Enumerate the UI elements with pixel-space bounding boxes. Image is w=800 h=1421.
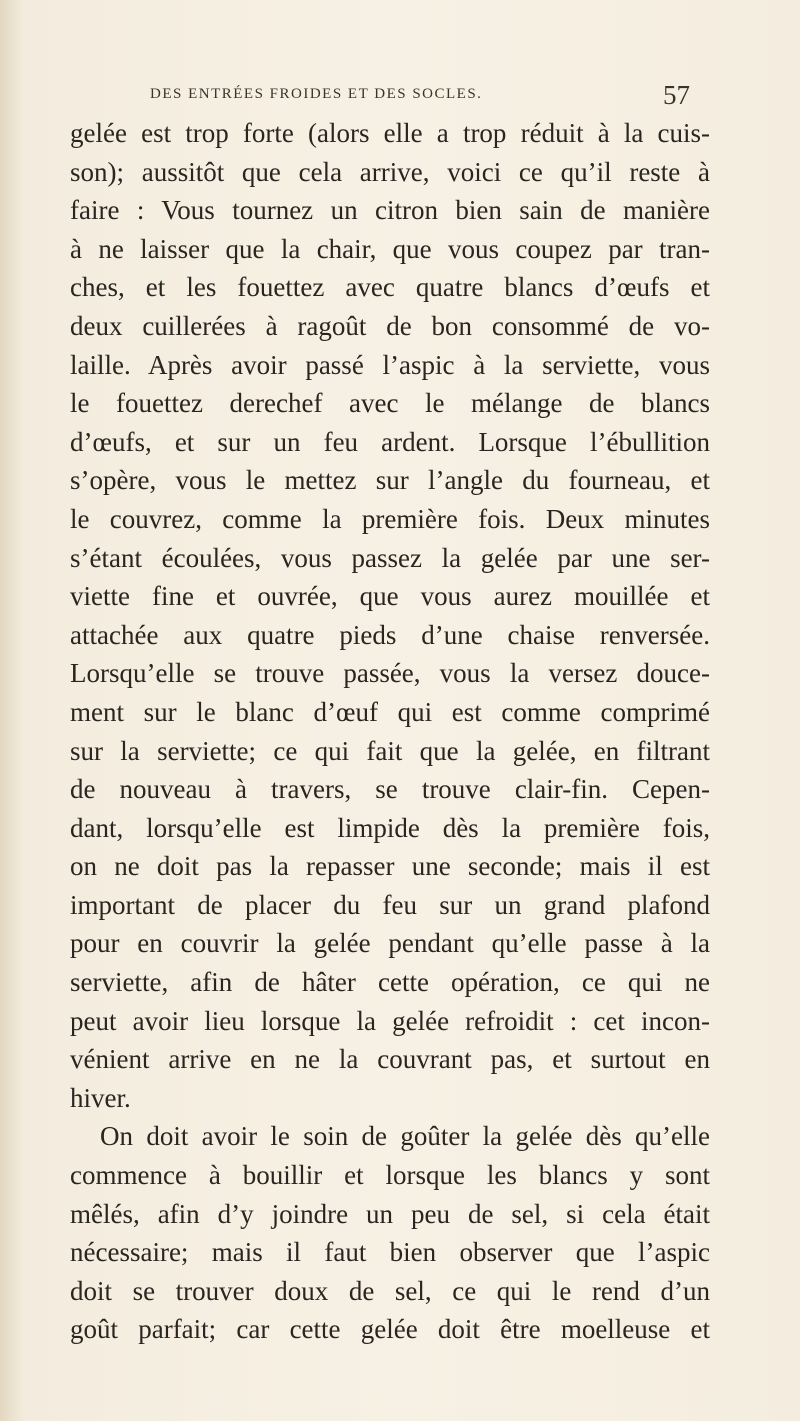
text-line: faire : Vous tournez un citron bien sain de manière <box>70 195 710 226</box>
text-line: laille. Après avoir passé l’aspic à la serviette, vous <box>70 349 710 380</box>
text-line: le couvrez, comme la première fois. Deux minutes <box>70 503 710 534</box>
text-line: à ne laisser que la chair, que vous coupez par tran- <box>70 233 710 264</box>
text-line: pour en couvrir la gelée pendant qu’elle passe à la <box>70 928 710 959</box>
text-line: deux cuillerées à ragoût de bon consommé de vo- <box>70 310 710 341</box>
text-line: vénient arrive en ne la couvrant pas, et surtout en <box>70 1044 710 1075</box>
text-line: dant, lorsqu’elle est limpide dès la première fois, <box>70 812 710 843</box>
text-line: le fouettez derechef avec le mélange de blancs <box>70 388 710 419</box>
running-head: DES ENTRÉES FROIDES ET DES SOCLES. <box>150 86 483 102</box>
text-line: d’œufs, et sur un feu ardent. Lorsque l’ébullition <box>70 426 710 457</box>
text-line: hiver. <box>70 1082 131 1113</box>
text-line: serviette, afin de hâter cette opération, ce qui ne <box>70 967 710 998</box>
text-line: gelée est trop forte (alors elle a trop réduit à la cuis- <box>70 118 710 148</box>
text-line: peut avoir lieu lorsque la gelée refroidit : cet incon- <box>70 1005 710 1036</box>
text-line: on ne doit pas la repasser une seconde; mais il est <box>70 851 710 882</box>
text-line: sur la serviette; ce qui fait que la gelée, en filtrant <box>70 735 710 766</box>
text-line: commence à bouillir et lorsque les blancs y sont <box>70 1160 710 1191</box>
page-number: 57 <box>663 80 690 110</box>
body-text <box>70 114 710 1349</box>
text-line: attachée aux quatre pieds d’une chaise renversée. <box>70 619 710 650</box>
page-header <box>150 80 690 116</box>
text-line: nécessaire; mais il faut bien observer que l’aspic <box>70 1237 710 1268</box>
text-line: goût parfait; car cette gelée doit être moelleuse et <box>70 1314 710 1345</box>
text-line: son); aussitôt que cela arrive, voici ce qu’il reste à <box>70 156 710 187</box>
text-line: ches, et les fouettez avec quatre blancs d’œufs et <box>70 272 710 303</box>
text-line: On doit avoir le soin de goûter la gelée dès qu’elle <box>100 1121 710 1152</box>
text-line: s’étant écoulées, vous passez la gelée par une ser- <box>70 542 710 573</box>
text-line: doit se trouver doux de sel, ce qui le rend d’un <box>70 1275 710 1306</box>
text-line: mêlés, afin d’y joindre un peu de sel, si cela était <box>70 1198 710 1229</box>
text-line: Lorsqu’elle se trouve passée, vous la versez douce- <box>70 658 710 689</box>
text-line: viette fine et ouvrée, que vous aurez mouillée et <box>70 581 710 612</box>
text-line: ment sur le blanc d’œuf qui est comme comprimé <box>70 696 710 727</box>
text-line: de nouveau à travers, se trouve clair-fin. Cepen- <box>70 774 710 805</box>
text-line: s’opère, vous le mettez sur l’angle du fourneau, et <box>70 465 710 496</box>
text-line: important de placer du feu sur un grand plafond <box>70 889 710 920</box>
